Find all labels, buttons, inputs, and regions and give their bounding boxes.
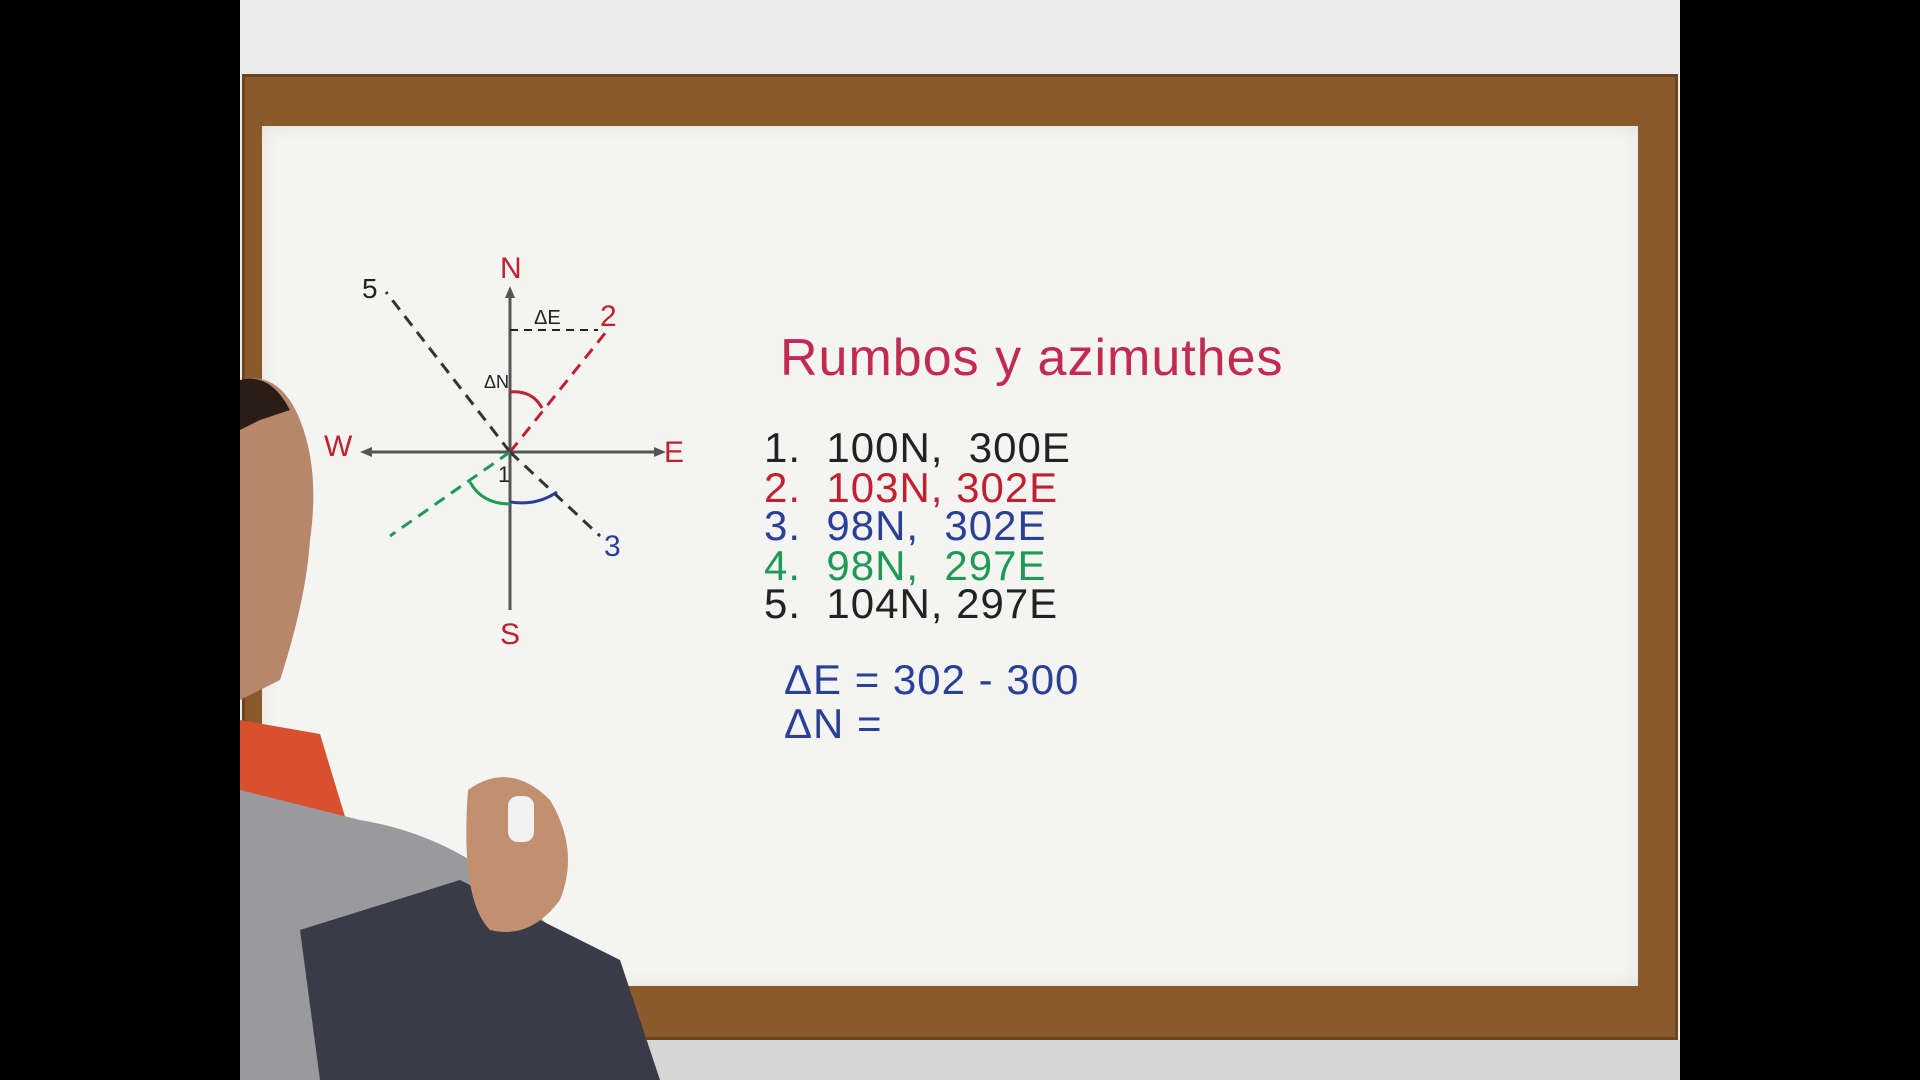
- label-delta-e: ΔE: [534, 307, 561, 329]
- point-line-5: 5. 104N, 297E: [764, 580, 1059, 627]
- label-delta-n: ΔN: [484, 372, 510, 392]
- label-north: N: [500, 252, 522, 285]
- label-point-5: 5: [362, 273, 378, 304]
- delta-n-equation: ΔN =: [784, 700, 883, 747]
- video-frame: [240, 0, 1680, 1080]
- presenter: [240, 0, 1680, 1080]
- label-south: S: [500, 618, 521, 651]
- label-west: W: [324, 430, 353, 463]
- point-line-2: 2. 103N, 302E: [764, 464, 1059, 511]
- presenter-head: [240, 378, 313, 700]
- board-title: Rumbos y azimuthes: [780, 329, 1284, 387]
- label-east: E: [664, 436, 685, 469]
- label-point-3: 3: [604, 530, 621, 563]
- point-line-3: 3. 98N, 302E: [764, 502, 1047, 549]
- point-line-1: 1. 100N, 300E: [764, 424, 1071, 471]
- label-point-1: 1: [498, 462, 511, 487]
- delta-e-equation: ΔE = 302 - 300: [784, 656, 1080, 703]
- point-line-4: 4. 98N, 297E: [764, 542, 1047, 589]
- label-point-2: 2: [600, 300, 617, 333]
- marker-cap: [508, 796, 534, 842]
